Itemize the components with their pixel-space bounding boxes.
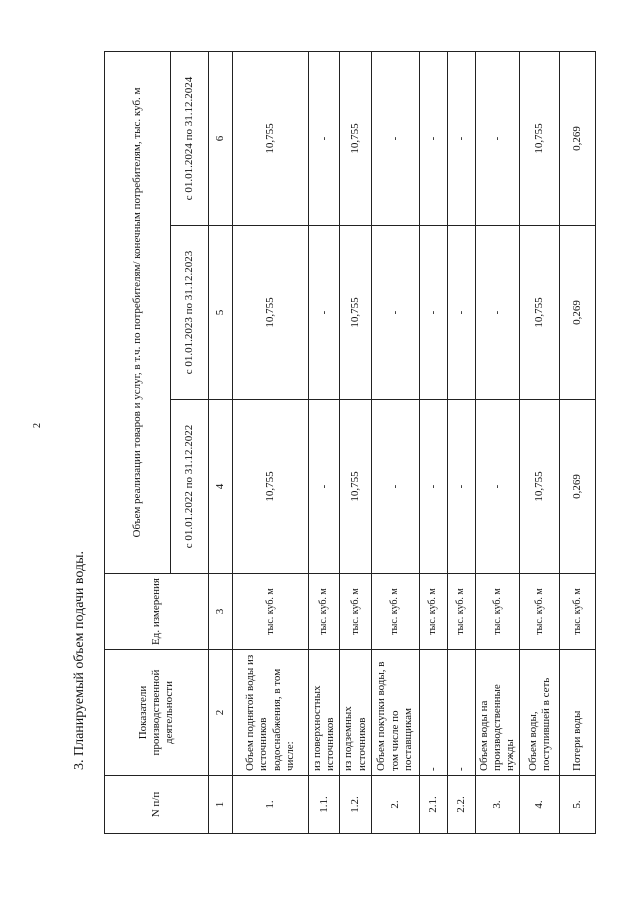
table-row	[340, 51, 371, 833]
header-unit: Ед. измерения	[105, 574, 209, 650]
table-row	[309, 51, 340, 833]
header-num: N п/п	[105, 776, 209, 834]
row-unit: тыс. куб. м	[447, 574, 475, 650]
row-num: 4.	[520, 776, 560, 834]
row-unit: тыс. куб. м	[371, 574, 419, 650]
value-2024: 10,755	[340, 51, 371, 225]
row-num: 1.	[233, 776, 309, 834]
column-index: 5	[209, 226, 233, 400]
row-num: 5.	[560, 776, 596, 834]
table-row	[419, 51, 447, 833]
value-2023: -	[419, 226, 447, 400]
value-2024: -	[371, 51, 419, 225]
value-2024: -	[475, 51, 520, 225]
row-indicator: из поверхностных источников	[309, 650, 340, 776]
column-index: 3	[209, 574, 233, 650]
table-row	[560, 51, 596, 833]
row-num: 2.1.	[419, 776, 447, 834]
value-2023: -	[447, 226, 475, 400]
row-num: 2.2.	[447, 776, 475, 834]
value-2022: -	[419, 400, 447, 574]
table-row	[233, 51, 309, 833]
row-num: 1.1.	[309, 776, 340, 834]
value-2024: 10,755	[520, 51, 560, 225]
row-indicator: из подземных источников	[340, 650, 371, 776]
table-row	[520, 51, 560, 833]
table-row	[447, 51, 475, 833]
row-indicator: Объем воды, поступившей в сеть	[520, 650, 560, 776]
value-2024: 0,269	[560, 51, 596, 225]
row-unit: тыс. куб. м	[419, 574, 447, 650]
row-unit: тыс. куб. м	[560, 574, 596, 650]
value-2023: 10,755	[340, 226, 371, 400]
value-2022: 10,755	[233, 400, 309, 574]
row-unit: тыс. куб. м	[233, 574, 309, 650]
row-unit: тыс. куб. м	[475, 574, 520, 650]
column-index: 2	[209, 650, 233, 776]
header-row	[105, 51, 171, 833]
value-2023: -	[371, 226, 419, 400]
row-unit: тыс. куб. м	[520, 574, 560, 650]
value-2022: 10,755	[340, 400, 371, 574]
value-2023: 10,755	[233, 226, 309, 400]
value-2022: -	[309, 400, 340, 574]
row-unit: тыс. куб. м	[309, 574, 340, 650]
header-period-2023: с 01.01.2023 по 31.12.2023	[171, 226, 209, 400]
water-supply-table	[104, 51, 596, 834]
row-indicator: Объем покупки воды, в том числе по поставщикам	[371, 650, 419, 776]
table-row	[475, 51, 520, 833]
value-2022: -	[475, 400, 520, 574]
value-2022: 10,755	[520, 400, 560, 574]
header-volume-group: Объем реализации товаров и услуг, в т.ч. по потребителям/ конечным потребителям, тыс. куб. м	[105, 51, 171, 573]
value-2022: 0,269	[560, 400, 596, 574]
value-2023: -	[475, 226, 520, 400]
table-row	[371, 51, 419, 833]
row-unit: тыс. куб. м	[340, 574, 371, 650]
header-period-2022: с 01.01.2022 по 31.12.2022	[171, 400, 209, 574]
row-indicator: -	[419, 650, 447, 776]
row-num: 1.2.	[340, 776, 371, 834]
value-2024: -	[419, 51, 447, 225]
row-num: 3.	[475, 776, 520, 834]
column-index: 4	[209, 400, 233, 574]
value-2024: 10,755	[233, 51, 309, 225]
page-number: 2	[32, 423, 43, 428]
value-2022: -	[371, 400, 419, 574]
section-heading: 3. Планируемый объем подачи воды.	[72, 550, 87, 770]
value-2023: -	[309, 226, 340, 400]
value-2023: 10,755	[520, 226, 560, 400]
header-indicator: Показатели производственной деятельности	[105, 650, 209, 776]
column-index: 6	[209, 51, 233, 225]
value-2023: 0,269	[560, 226, 596, 400]
value-2024: -	[309, 51, 340, 225]
table-container	[104, 52, 588, 834]
value-2022: -	[447, 400, 475, 574]
row-indicator: Объем воды на производственные нужды	[475, 650, 520, 776]
row-indicator: -	[447, 650, 475, 776]
value-2024: -	[447, 51, 475, 225]
row-indicator: Потери воды	[560, 650, 596, 776]
row-num: 2.	[371, 776, 419, 834]
row-indicator: Объем поднятой воды из источников водоснабжения, в том числе:	[233, 650, 309, 776]
header-period-2024: с 01.01.2024 по 31.12.2024	[171, 51, 209, 225]
column-index: 1	[209, 776, 233, 834]
column-index-row	[209, 51, 233, 833]
